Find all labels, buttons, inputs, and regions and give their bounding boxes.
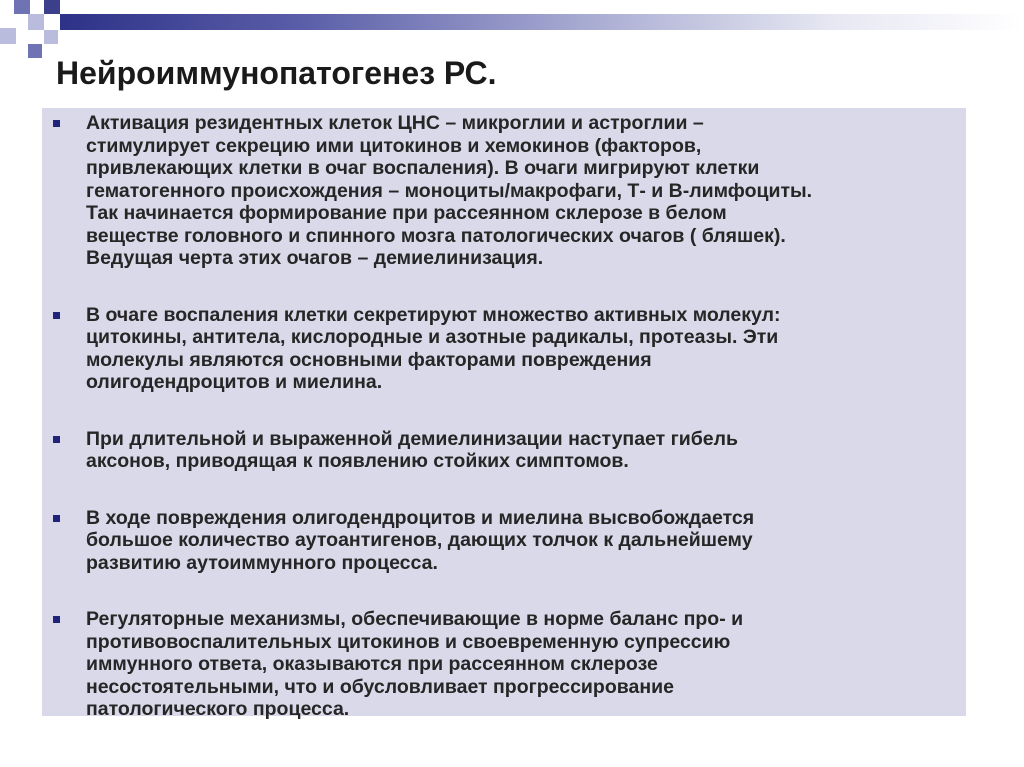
bullet-line: патологического процесса. — [86, 698, 350, 720]
decor-square — [28, 14, 44, 30]
bullet-line: привлекающих клетки в очаг воспаления). В очаги мигрируют клетки — [86, 157, 760, 179]
bullet-item — [86, 304, 936, 394]
bullet-line: стимулирует секрецию ими цитокинов и хемокинов (факторов, — [86, 134, 702, 157]
square-bullet-icon — [53, 120, 60, 127]
bullet-line: несостоятельными, что и обусловливает прогрессирование — [86, 675, 674, 698]
bullet-line: развитию аутоиммунного процесса. — [86, 551, 438, 574]
bullet-item — [86, 112, 936, 270]
bullet-list — [86, 112, 936, 721]
bullet-line: молекулы являются основными факторами повреждения — [86, 348, 652, 371]
decor-square — [0, 28, 16, 44]
bullet-line: Так начинается формирование при рассеянном склерозе в белом — [86, 202, 727, 224]
decor-square — [44, 30, 58, 44]
square-bullet-icon — [53, 312, 60, 319]
bullet-line: В ходе повреждения олигодендроцитов и миелина высвобождается — [86, 506, 755, 529]
square-bullet-icon — [53, 515, 60, 522]
decor-square — [44, 0, 60, 14]
bullet-line: При длительной и выраженной демиелинизации наступает гибель — [86, 427, 738, 450]
bullet-line: гематогенного происхождения – моноциты/макрофаги, Т- и В-лимфоциты. — [86, 179, 813, 202]
bullet-line: В очаге воспаления клетки секретируют множество активных молекул: — [86, 303, 781, 326]
bullet-line: иммунного ответа, оказываются при рассеянном склерозе — [86, 653, 658, 675]
bullet-line: большое количество аутоантигенов, дающих толчок к дальнейшему — [86, 529, 753, 551]
bullet-item — [86, 428, 936, 473]
content-box — [42, 108, 966, 720]
bullet-item — [86, 507, 936, 575]
decor-square — [28, 44, 42, 58]
bullet-line: аксонов, приводящая к появлению стойких симптомов. — [86, 450, 629, 472]
top-gradient-bar — [60, 14, 1024, 30]
bullet-item — [86, 608, 936, 721]
bullet-line: веществе головного и спинного мозга патологических очагов ( бляшек). — [86, 224, 786, 247]
slide-title: Нейроиммунопатогенез РС. — [56, 55, 497, 91]
bullet-line: олигодендроцитов и миелина. — [86, 371, 383, 393]
square-bullet-icon — [53, 436, 60, 443]
bullet-line: Регуляторные механизмы, обеспечивающие в норме баланс про- и — [86, 608, 744, 630]
bullet-line: Ведущая черта этих очагов – демиелинизация. — [86, 247, 544, 269]
square-bullet-icon — [53, 616, 60, 623]
bullet-line: противовоспалительных цитокинов и своевременную супрессию — [86, 630, 731, 653]
bullet-line: цитокины, антитела, кислородные и азотные радикалы, протеазы. Эти — [86, 326, 779, 348]
bullet-line: Активация резидентных клеток ЦНС – микроглии и астроглии – — [86, 112, 704, 134]
decor-square — [14, 0, 30, 14]
